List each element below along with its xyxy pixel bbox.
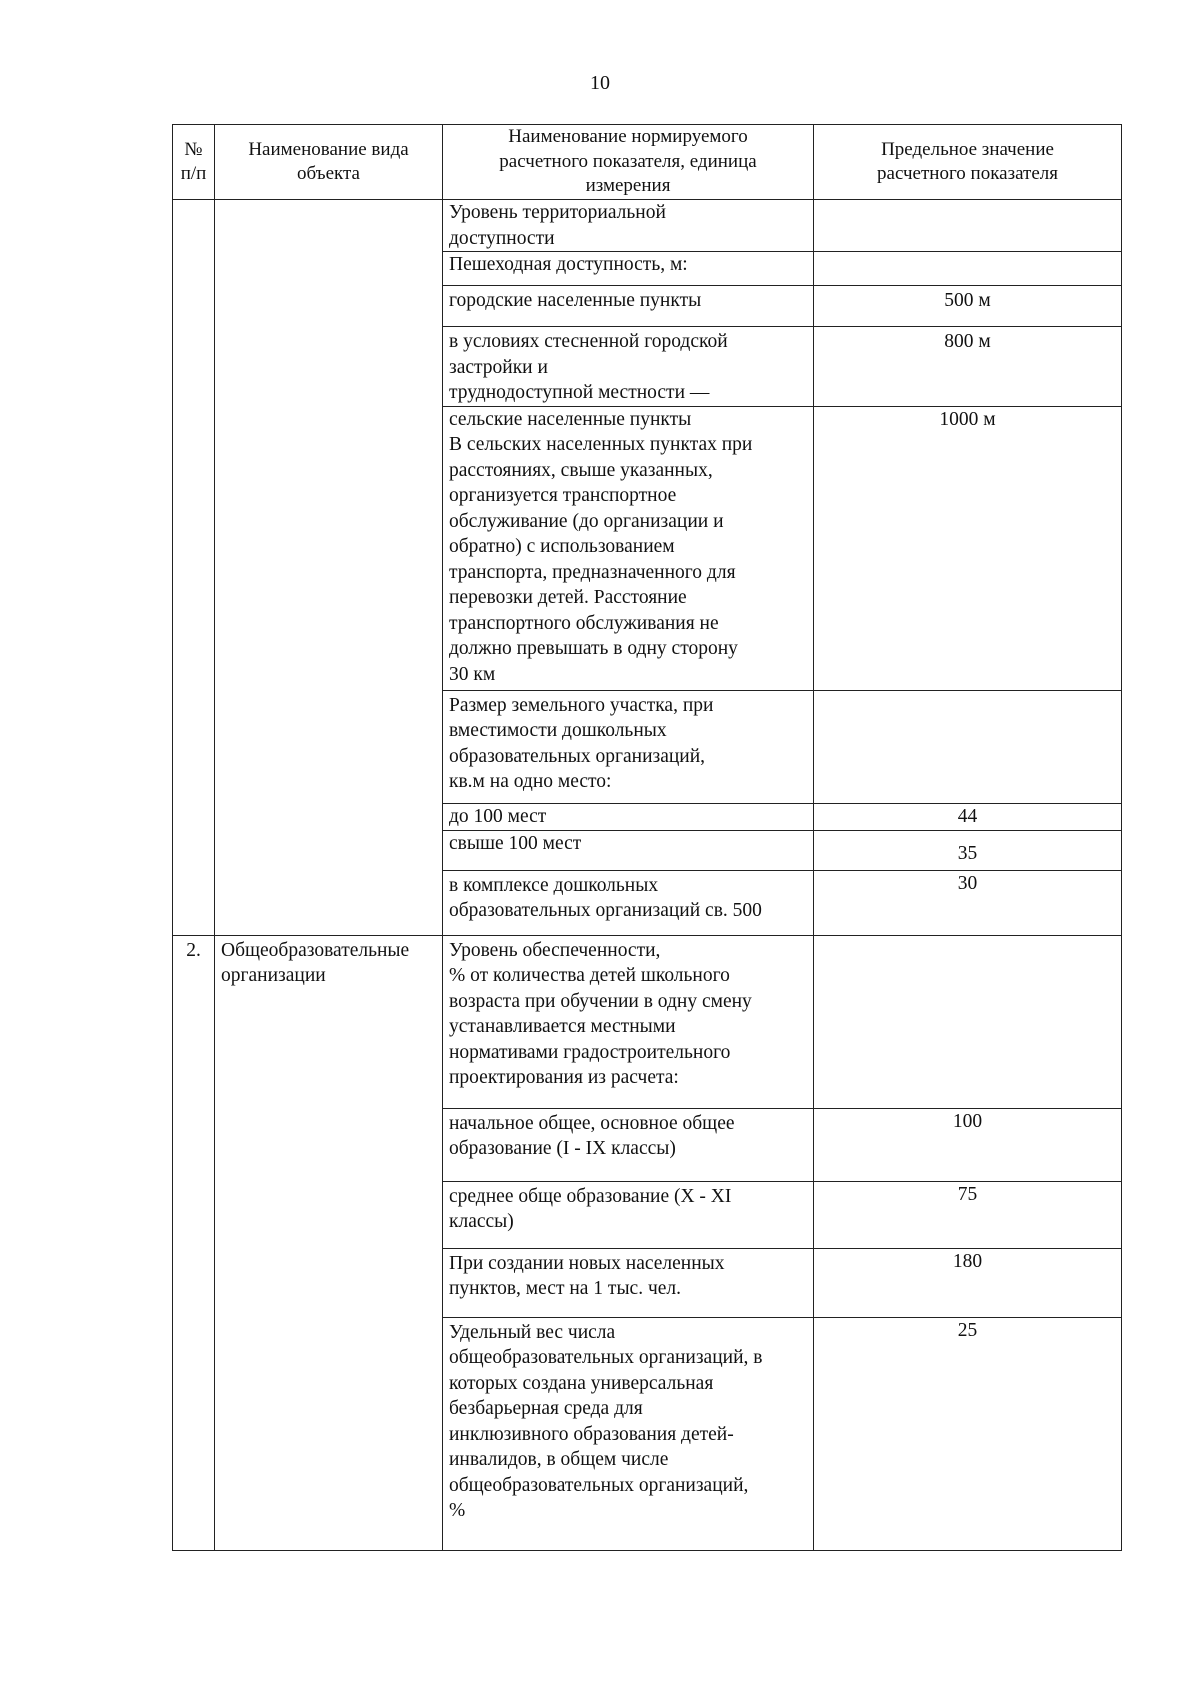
header-limit-value: Предельное значение расчетного показателя: [814, 125, 1122, 200]
header-num: № п/п: [173, 125, 215, 200]
value-cell: 25: [814, 1317, 1122, 1550]
value-cell: 800 м: [814, 327, 1122, 407]
indicator-cell: Уровень территориальной доступности: [443, 200, 814, 252]
value-cell: [814, 690, 1122, 803]
indicator-cell: в комплексе дошкольных образовательных организаций св. 500: [443, 870, 814, 935]
row-number: 2.: [173, 935, 215, 1550]
indicator-cell: Размер земельного участка, при вместимости дошкольных образовательных организаций, кв.м на одно место:: [443, 690, 814, 803]
value-cell: 44: [814, 803, 1122, 830]
value-cell: 1000 м: [814, 406, 1122, 690]
table-header-row: [173, 125, 1122, 200]
indicator-cell: сельские населенные пункты В сельских населенных пунктах при расстояниях, свыше указанных, организуется транспортное обслуживание (до организации и обратно) с использованием транспорта, предназначенного для перевозки детей. Расстояние транспортного обслуживания не должно превышать в одну сторону 30 км: [443, 406, 814, 690]
indicator-cell: начальное общее, основное общее образование (I - IX классы): [443, 1108, 814, 1181]
value-cell: [814, 935, 1122, 1108]
indicator-cell: При создании новых населенных пунктов, мест на 1 тыс. чел.: [443, 1248, 814, 1317]
indicator-cell: в условиях стесненной городской застройки и труднодоступной местности —: [443, 327, 814, 407]
indicator-cell: Пешеходная доступность, м:: [443, 252, 814, 286]
value-cell: 180: [814, 1248, 1122, 1317]
object-type-cell: [215, 200, 443, 936]
table-row: [173, 200, 1122, 252]
standards-table: [172, 124, 1122, 1551]
value-cell: 75: [814, 1181, 1122, 1248]
value-cell: 100: [814, 1108, 1122, 1181]
header-indicator: Наименование нормируемого расчетного показателя, единица измерения: [443, 125, 814, 200]
value-cell: 30: [814, 870, 1122, 935]
indicator-cell: городские населенные пункты: [443, 286, 814, 327]
value-cell: [814, 252, 1122, 286]
value-cell: 35: [814, 830, 1122, 870]
value-cell: [814, 200, 1122, 252]
row-number: [173, 200, 215, 936]
indicator-cell: Удельный вес числа общеобразовательных организаций, в которых создана универсальная безбарьерная среда для инклюзивного образования детей- инвалидов, в общем числе общеобразовательных организаций, %: [443, 1317, 814, 1550]
indicator-cell: Уровень обеспеченности, % от количества детей школьного возраста при обучении в одну смену устанавливается местными нормативами градостроительного проектирования из расчета:: [443, 935, 814, 1108]
page-number: 10: [590, 72, 610, 94]
value-cell: 500 м: [814, 286, 1122, 327]
header-object-type: Наименование вида объекта: [215, 125, 443, 200]
table-row: [173, 935, 1122, 1108]
object-type-cell: Общеобразовательные организации: [215, 935, 443, 1550]
indicator-cell: до 100 мест: [443, 803, 814, 830]
indicator-cell: свыше 100 мест: [443, 830, 814, 870]
indicator-cell: среднее обще образование (X - XI классы): [443, 1181, 814, 1248]
